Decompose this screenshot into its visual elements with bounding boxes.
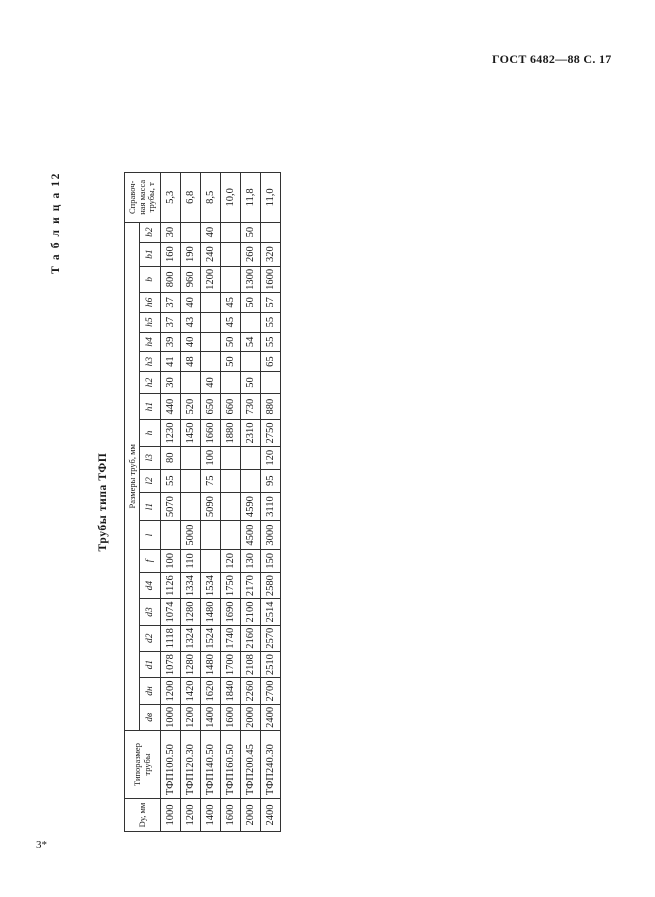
col-b: b <box>140 266 161 292</box>
cell-b1: 160 <box>161 242 181 266</box>
col-l3: l3 <box>140 446 161 469</box>
cell-b: 960 <box>181 266 201 292</box>
cell-mass: 6,8 <box>181 173 201 223</box>
cell-h2 <box>261 372 281 394</box>
cell-h5: 45 <box>221 312 241 332</box>
cell-d3: 1480 <box>201 599 221 625</box>
cell-dB: 1600 <box>221 704 241 730</box>
col-dB: dв <box>140 704 161 730</box>
cell-dy: 1400 <box>201 799 221 832</box>
cell-d3: 2514 <box>261 599 281 625</box>
cell-d1: 2510 <box>261 651 281 677</box>
cell-dy: 1200 <box>181 799 201 832</box>
col-h4: h4 <box>140 332 161 352</box>
table-row <box>181 173 201 832</box>
cell-h3: 41 <box>161 352 181 372</box>
cell-l: 3000 <box>261 521 281 550</box>
col-mass: Справоч- ная масса трубы, т <box>125 173 161 223</box>
table-row <box>201 173 221 832</box>
col-dy: Dу, мм <box>125 799 161 832</box>
cell-dH: 1200 <box>161 678 181 704</box>
cell-h: 1880 <box>221 420 241 446</box>
cell-h4: 55 <box>261 332 281 352</box>
cell-mass: 11,0 <box>261 173 281 223</box>
col-group-dimensions: Размеры труб, мм <box>125 222 140 730</box>
cell-l1: 4590 <box>241 492 261 521</box>
cell-h1: 650 <box>201 394 221 420</box>
cell-h4: 39 <box>161 332 181 352</box>
cell-d2: 1324 <box>181 625 201 651</box>
table-row <box>261 173 281 832</box>
cell-h: 2310 <box>241 420 261 446</box>
cell-h5: 43 <box>181 312 201 332</box>
cell-b2: 40 <box>201 222 221 242</box>
col-type: Типоразмер трубы <box>125 730 161 798</box>
cell-l1 <box>221 492 241 521</box>
col-l1: l1 <box>140 492 161 521</box>
cell-b: 1300 <box>241 266 261 292</box>
col-dH: dн <box>140 678 161 704</box>
cell-l2: 55 <box>161 469 181 492</box>
cell-l3 <box>181 446 201 469</box>
cell-dH: 2700 <box>261 678 281 704</box>
cell-h3: 65 <box>261 352 281 372</box>
cell-dH: 2260 <box>241 678 261 704</box>
col-h1: h1 <box>140 394 161 420</box>
cell-f: 150 <box>261 549 281 572</box>
cell-h6: 57 <box>261 293 281 313</box>
col-d4: d4 <box>140 572 161 598</box>
cell-dH: 1840 <box>221 678 241 704</box>
cell-h3 <box>241 352 261 372</box>
cell-d2: 1740 <box>221 625 241 651</box>
cell-dH: 1420 <box>181 678 201 704</box>
cell-h6: 37 <box>161 293 181 313</box>
cell-h1: 880 <box>261 394 281 420</box>
cell-d2: 1524 <box>201 625 221 651</box>
col-l2: l2 <box>140 469 161 492</box>
cell-d1: 1280 <box>181 651 201 677</box>
cell-l2: 75 <box>201 469 221 492</box>
cell-d3: 1280 <box>181 599 201 625</box>
cell-h4 <box>201 332 221 352</box>
col-h5: h5 <box>140 312 161 332</box>
cell-mass: 10,0 <box>221 173 241 223</box>
col-d1: d1 <box>140 651 161 677</box>
cell-dy: 2400 <box>261 799 281 832</box>
cell-dy: 1000 <box>161 799 181 832</box>
cell-dH: 1620 <box>201 678 221 704</box>
col-d2: d2 <box>140 625 161 651</box>
cell-l2 <box>241 469 261 492</box>
cell-h2: 40 <box>201 372 221 394</box>
cell-h: 2750 <box>261 420 281 446</box>
cell-b1: 240 <box>201 242 221 266</box>
cell-d2: 2570 <box>261 625 281 651</box>
cell-l1: 5090 <box>201 492 221 521</box>
cell-h5: 55 <box>261 312 281 332</box>
cell-l3 <box>221 446 241 469</box>
table-row <box>161 173 181 832</box>
cell-h2 <box>221 372 241 394</box>
cell-d1: 2108 <box>241 651 261 677</box>
cell-l <box>221 521 241 550</box>
cell-dB: 2400 <box>261 704 281 730</box>
cell-d3: 1690 <box>221 599 241 625</box>
cell-h: 1660 <box>201 420 221 446</box>
cell-f: 110 <box>181 549 201 572</box>
cell-mass: 8,5 <box>201 173 221 223</box>
cell-l2 <box>221 469 241 492</box>
page-mark: 3* <box>36 839 47 851</box>
col-l: l <box>140 521 161 550</box>
cell-h2 <box>181 372 201 394</box>
cell-h1: 440 <box>161 394 181 420</box>
cell-l <box>161 521 181 550</box>
cell-b1 <box>221 242 241 266</box>
cell-h1: 520 <box>181 394 201 420</box>
cell-d1: 1480 <box>201 651 221 677</box>
cell-type: ТФП120.30 <box>181 730 201 798</box>
cell-type: ТФП240.30 <box>261 730 281 798</box>
cell-dB: 1200 <box>181 704 201 730</box>
cell-h2: 50 <box>241 372 261 394</box>
cell-f: 120 <box>221 549 241 572</box>
cell-l1: 3110 <box>261 492 281 521</box>
cell-dy: 2000 <box>241 799 261 832</box>
cell-h2: 30 <box>161 372 181 394</box>
col-h6: h6 <box>140 293 161 313</box>
cell-d4: 1126 <box>161 572 181 598</box>
cell-type: ТФП160.50 <box>221 730 241 798</box>
cell-l3: 100 <box>201 446 221 469</box>
cell-d3: 2100 <box>241 599 261 625</box>
cell-d1: 1078 <box>161 651 181 677</box>
col-f: f <box>140 549 161 572</box>
cell-b1: 320 <box>261 242 281 266</box>
cell-l3: 120 <box>261 446 281 469</box>
cell-b2 <box>181 222 201 242</box>
cell-mass: 5,3 <box>161 173 181 223</box>
cell-h: 1230 <box>161 420 181 446</box>
cell-b: 1200 <box>201 266 221 292</box>
cell-h5: 37 <box>161 312 181 332</box>
cell-l1 <box>181 492 201 521</box>
cell-h1: 730 <box>241 394 261 420</box>
cell-dB: 2000 <box>241 704 261 730</box>
cell-type: ТФП100.50 <box>161 730 181 798</box>
cell-l3 <box>241 446 261 469</box>
cell-h: 1450 <box>181 420 201 446</box>
cell-l1: 5070 <box>161 492 181 521</box>
cell-d1: 1700 <box>221 651 241 677</box>
cell-dy: 1600 <box>221 799 241 832</box>
rotated-table-block <box>50 172 640 832</box>
cell-d4: 2580 <box>261 572 281 598</box>
cell-b2 <box>261 222 281 242</box>
table-label: Т а б л и ц а 12 <box>50 172 62 274</box>
cell-h5 <box>201 312 221 332</box>
cell-h1: 660 <box>221 394 241 420</box>
cell-dB: 1000 <box>161 704 181 730</box>
cell-h6: 40 <box>181 293 201 313</box>
cell-d3: 1074 <box>161 599 181 625</box>
cell-mass: 11,8 <box>241 173 261 223</box>
cell-type: ТФП140.50 <box>201 730 221 798</box>
cell-b <box>221 266 241 292</box>
cell-d4: 1334 <box>181 572 201 598</box>
cell-l3: 80 <box>161 446 181 469</box>
cell-h4: 50 <box>221 332 241 352</box>
table-row <box>241 173 261 832</box>
col-h2: h2 <box>140 372 161 394</box>
cell-f: 130 <box>241 549 261 572</box>
cell-b2: 50 <box>241 222 261 242</box>
cell-h5 <box>241 312 261 332</box>
cell-h3 <box>201 352 221 372</box>
cell-l: 4500 <box>241 521 261 550</box>
cell-d4: 1750 <box>221 572 241 598</box>
cell-h3: 48 <box>181 352 201 372</box>
cell-h6 <box>201 293 221 313</box>
cell-d2: 2160 <box>241 625 261 651</box>
cell-h4: 54 <box>241 332 261 352</box>
cell-b1: 190 <box>181 242 201 266</box>
col-d3: d3 <box>140 599 161 625</box>
page-header: ГОСТ 6482—88 С. 17 <box>492 52 612 66</box>
cell-l <box>201 521 221 550</box>
cell-l: 5000 <box>181 521 201 550</box>
col-b2: b2 <box>140 222 161 242</box>
cell-h6: 50 <box>241 293 261 313</box>
cell-type: ТФП200.45 <box>241 730 261 798</box>
cell-l2 <box>181 469 201 492</box>
cell-d2: 1118 <box>161 625 181 651</box>
cell-b1: 260 <box>241 242 261 266</box>
cell-f: 100 <box>161 549 181 572</box>
cell-l2: 95 <box>261 469 281 492</box>
col-h: h <box>140 420 161 446</box>
cell-b2: 30 <box>161 222 181 242</box>
cell-b: 800 <box>161 266 181 292</box>
col-h3: h3 <box>140 352 161 372</box>
col-b1: b1 <box>140 242 161 266</box>
cell-dB: 1400 <box>201 704 221 730</box>
table-row <box>221 173 241 832</box>
cell-d4: 2170 <box>241 572 261 598</box>
cell-b: 1600 <box>261 266 281 292</box>
cell-d4: 1534 <box>201 572 221 598</box>
cell-f <box>201 549 221 572</box>
cell-h6: 45 <box>221 293 241 313</box>
cell-b2 <box>221 222 241 242</box>
cell-h4: 40 <box>181 332 201 352</box>
cell-h3: 50 <box>221 352 241 372</box>
pipe-dimensions-table <box>124 172 281 832</box>
table-title: Трубы типа ТФП <box>97 452 109 552</box>
